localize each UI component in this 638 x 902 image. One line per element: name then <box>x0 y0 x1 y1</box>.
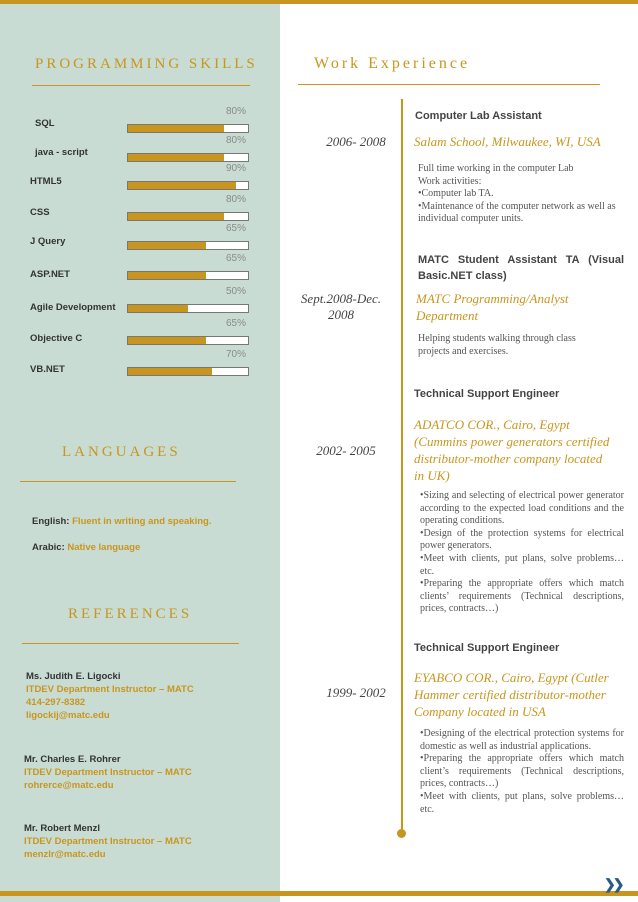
experience-heading: Work Experience <box>314 55 471 72</box>
job-date: 2006- 2008 <box>326 134 386 149</box>
language-level: Native language <box>67 542 141 553</box>
timeline-line <box>401 99 403 833</box>
skill-bar-fill <box>128 337 206 344</box>
skill-percent-label: 50% <box>226 286 247 297</box>
skill-bar <box>127 271 249 280</box>
reference-email: menzlr@matc.edu <box>24 849 106 860</box>
skill-name: java - script <box>35 147 88 158</box>
bottom-accent-bar <box>0 891 638 896</box>
language-level: Fluent in writing and speaking. <box>72 516 212 527</box>
skill-bar <box>127 153 249 162</box>
skill-percent-label: 80% <box>226 106 247 117</box>
job-detail-line: Helping students walking through class projects and exercises. <box>418 333 576 357</box>
languages-divider <box>20 481 236 482</box>
references-divider <box>22 643 239 644</box>
language-english <box>32 516 211 527</box>
reference-email: ligockij@matc.edu <box>26 710 110 721</box>
job-detail-line: •Computer lab TA. <box>418 188 494 200</box>
double-chevron-right-icon[interactable]: ❯❯ <box>604 876 622 892</box>
skill-bar-fill <box>128 368 212 375</box>
skill-name: J Query <box>30 236 66 247</box>
skill-name: CSS <box>30 207 50 218</box>
skill-name: ASP.NET <box>30 269 70 280</box>
job-date: 1999- 2002 <box>326 685 386 700</box>
skill-percent-label: 80% <box>226 194 247 205</box>
language-arabic <box>32 542 140 553</box>
skill-name: Objective C <box>30 333 83 344</box>
skill-name: HTML5 <box>30 176 62 187</box>
skill-bar <box>127 336 249 345</box>
job-detail-line: •Preparing the appropriate offers which match clients’ requirements (Technical descriptions, prices, contracts…) <box>420 578 624 615</box>
skill-percent-label: 90% <box>226 163 247 174</box>
job-title: Technical Support Engineer <box>414 642 560 654</box>
skills-divider <box>32 85 250 86</box>
reference-title: ITDEV Department Instructor – MATC <box>24 836 192 847</box>
skill-bar <box>127 124 249 133</box>
skill-bar <box>127 241 249 250</box>
skills-heading: PROGRAMMING SKILLS <box>35 56 258 72</box>
reference-email: rohrerce@matc.edu <box>24 780 114 791</box>
skill-percent-label: 70% <box>226 349 247 360</box>
skill-percent-label: 65% <box>226 223 247 234</box>
job-company: ADATCO COR., Cairo, Egypt (Cummins power generators certified distributor-mother company located in UK) <box>414 417 610 483</box>
skill-percent-label: 65% <box>226 318 247 329</box>
skill-bar <box>127 212 249 221</box>
reference-name: Mr. Robert Menzl <box>24 823 101 834</box>
experience-divider <box>298 84 600 85</box>
job-details <box>420 728 624 816</box>
references-heading: REFERENCES <box>68 606 193 622</box>
reference-phone: 414-297-8382 <box>26 697 86 708</box>
skill-name: VB.NET <box>30 364 65 375</box>
job-company: EYABCO COR., Cairo, Egypt (Cutler Hammer certified distributor-mother Company located in USA <box>414 670 609 719</box>
skill-name: Agile Development <box>30 302 116 313</box>
job-detail-line: Full time working in the computer Lab <box>418 163 574 174</box>
reference-name: Ms. Judith E. Ligocki <box>26 671 121 682</box>
timeline-end-dot <box>397 829 406 838</box>
skill-bar-fill <box>128 272 206 279</box>
skill-bar-fill <box>128 125 224 132</box>
job-detail-line: Work activities: <box>418 175 482 187</box>
skill-percent-label: 80% <box>226 135 247 146</box>
language-label: Arabic: <box>32 542 65 553</box>
skill-percent-label: 65% <box>226 253 247 264</box>
skill-bar <box>127 181 249 190</box>
job-title: Computer Lab Assistant <box>415 110 542 122</box>
job-date: Sept.2008-Dec. 2008 <box>300 291 382 322</box>
skill-bar-fill <box>128 182 236 189</box>
reference-name: Mr. Charles E. Rohrer <box>24 754 121 765</box>
job-detail-line: •Preparing the appropriate offers which match client’s requirements (Technical descriptions, prices, contracts…) <box>420 753 624 790</box>
job-detail-line: •Meet with clients, put plans, solve problems…etc. <box>420 790 624 815</box>
skill-bar <box>127 304 249 313</box>
job-detail-line: •Maintenance of the computer network as well as individual computer units. <box>418 200 616 225</box>
job-details <box>420 490 624 616</box>
skill-bar-fill <box>128 305 188 312</box>
job-detail-line: •Sizing and selecting of electrical power generator according to the expected load conditions and the operating conditions. <box>420 490 624 527</box>
reference-title: ITDEV Department Instructor – MATC <box>24 767 192 778</box>
job-title: Technical Support Engineer <box>414 388 560 400</box>
reference-title: ITDEV Department Instructor – MATC <box>26 684 194 695</box>
skill-bar-fill <box>128 242 206 249</box>
skill-bar <box>127 367 249 376</box>
job-date: 2002- 2005 <box>316 443 376 458</box>
job-details <box>418 333 608 358</box>
languages-heading: LANGUAGES <box>62 444 181 460</box>
job-details <box>418 163 623 226</box>
job-detail-line: •Design of the protection systems for electrical power generators. <box>420 527 624 552</box>
job-detail-line: •Designing of the electrical protection systems for domestic as well as industrial applications. <box>420 728 624 752</box>
skill-bar-fill <box>128 154 224 161</box>
language-label: English: <box>32 516 70 527</box>
skill-name: SQL <box>35 118 55 129</box>
job-detail-line: •Meet with clients, put plans, solve problems…etc. <box>420 552 624 577</box>
job-title: MATC Student Assistant TA (Visual Basic.NET class) <box>418 254 624 282</box>
job-company: Salam School, Milwaukee, WI, USA <box>414 134 601 149</box>
job-company: MATC Programming/Analyst Department <box>416 291 569 323</box>
skill-bar-fill <box>128 213 224 220</box>
